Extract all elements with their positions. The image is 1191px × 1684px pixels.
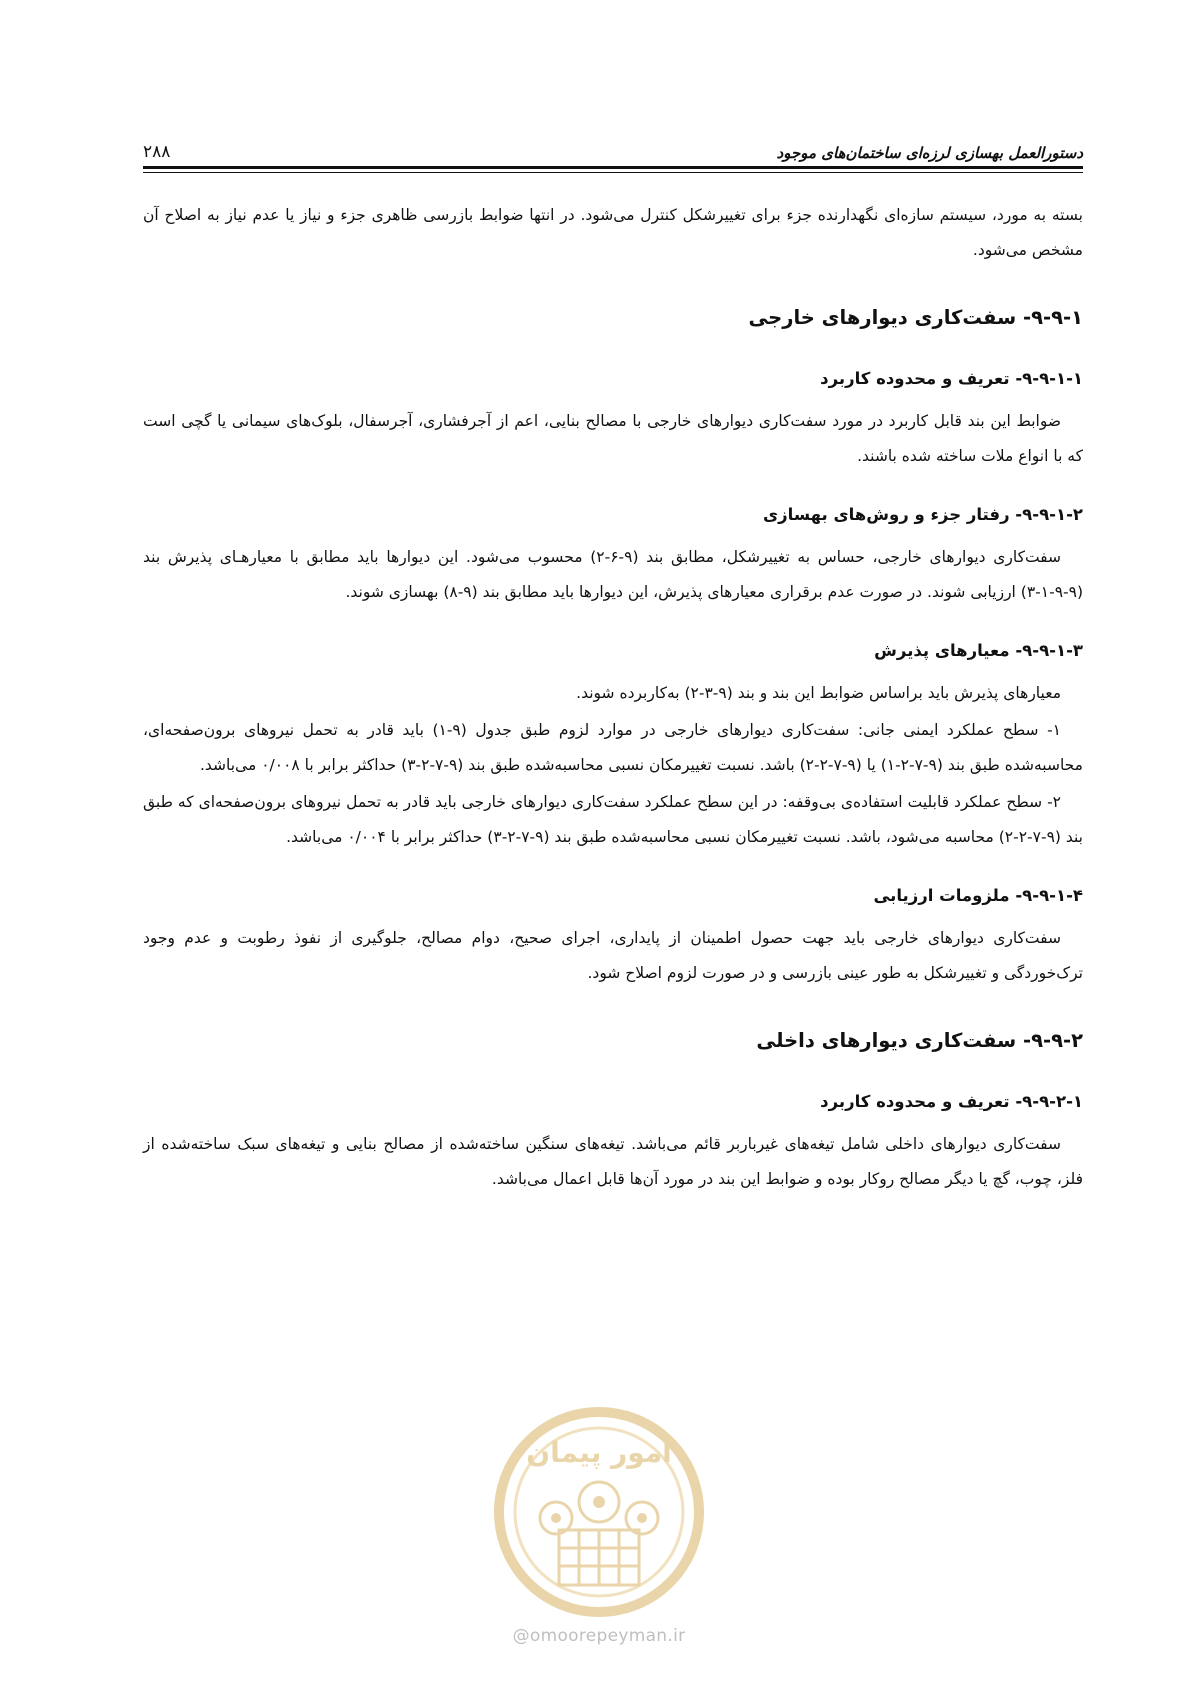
watermark-seal-icon — [484, 1400, 714, 1625]
paragraph-9-9-2-1: سفت‌کاری دیوارهای داخلی شامل تیغه‌های غیرباربر قائم می‌باشد. تیغه‌های سنگین ساخته‌شده از مصالح بنایی و تیغه‌های سبک ساخته‌شده از فلز، چوب، گچ یا دیگر مصالح روکار بوده و ضوابط این بند در مورد آن‌ها قابل اعمال می‌باشد. — [143, 1135, 1083, 1188]
paragraph-9-9-1-4: سفت‌کاری دیوارهای خارجی باید جهت حصول اطمینان از پایداری، اجرای صحیح، دوام مصالح، جلوگیری از نفوذ رطوبت و عدم وجود ترک‌خوردگی و تغییرشکل به طور عینی بازرسی و در صورت لزوم اصلاح شود. — [143, 929, 1083, 982]
page-header — [143, 128, 1083, 168]
paragraph-intro: بسته به مورد، سیستم سازه‌ای نگهدارنده جزء برای تغییرشکل کنترل می‌شود. در انتها ضوابط بازرسی ظاهری جزء و نیاز یا عدم نیاز به اصلاح آن مشخص می‌شود. — [143, 206, 1083, 259]
paragraph-9-9-1-3-b: ۱- سطح عملکرد ایمنی جانی: سفت‌کاری دیوارهای خارجی در موارد لزوم طبق جدول (۹-۱) باید قادر به تحمل نیروهای برون‌صفحه‌ای، محاسبه‌شده طبق بند (۹-۷-۲-۱) یا (۹-۷-۲-۲) باشد. نسبت تغییرمکان نسبی محاسبه‌شده طبق بند (۹-۷-۲-۳) حداکثر برابر با ۰/۰۰۸ می‌باشد. — [143, 721, 1083, 774]
subsection-heading-9-9-1-4: ۹-۹-۱-۴- ملزومات ارزیابی — [873, 886, 1083, 905]
header-rule-thin — [143, 172, 1083, 173]
subsection-heading-9-9-1-3: ۹-۹-۱-۳- معیارهای پذیرش — [874, 641, 1083, 660]
paragraph-9-9-1-2: سفت‌کاری دیوارهای خارجی، حساس به تغییرشکل، مطابق بند (۹-۶-۲) محسوب می‌شود. این دیوارها باید مطابق با معیارهـای پذیرش بند (۹-۹-۱-۳) ارزیابی شوند. در صورت عدم برقراری معیارهای پذیرش، این دیوارها باید مطابق بند (۹-۸) بهسازی شوند. — [143, 548, 1083, 601]
subsection-heading-9-9-1-2: ۹-۹-۱-۲- رفتار جزء و روش‌های بهسازی — [763, 505, 1083, 524]
running-title: دستورالعمل بهسازی لرزه‌ای ساختمان‌های موجود — [776, 144, 1083, 162]
watermark-logo — [484, 1400, 714, 1650]
paragraph-9-9-1-3-a: معیارهای پذیرش باید براساس ضوابط این بند و بند (۹-۳-۲) به‌کاربرده شوند. — [576, 684, 1061, 702]
header-rule-thick — [143, 166, 1083, 169]
page-body — [143, 198, 1083, 1197]
watermark-url: @omoorepeyman.ir — [512, 1626, 686, 1646]
paragraph-9-9-1-1: ضوابط این بند قابل کاربرد در مورد سفت‌کاری دیوارهای خارجی با مصالح بنایی، اعم از آجرفشاری، آجرسفال، بلوک‌های سیمانی یا گچی است که با انواع ملات ساخته شده باشند. — [143, 412, 1083, 465]
page-number: ۲۸۸ — [143, 142, 171, 162]
subsection-heading-9-9-1-1: ۹-۹-۱-۱- تعریف و محدوده کاربرد — [820, 369, 1083, 388]
subsection-heading-9-9-2-1: ۹-۹-۲-۱- تعریف و محدوده کاربرد — [820, 1092, 1083, 1111]
section-heading-9-9-2: ۹-۹-۲- سفت‌کاری دیوارهای داخلی — [756, 1029, 1083, 1052]
watermark-logo-text: امور پیمان — [526, 1436, 672, 1469]
paragraph-9-9-1-3-c: ۲- سطح عملکرد قابلیت استفاده‌ی بی‌وقفه: در این سطح عملکرد سفت‌کاری دیوارهای خارجی باید قادر به تحمل نیروهای برون‌صفحه‌ای که طبق بند (۹-۷-۲-۲) محاسبه می‌شود، باشد. نسبت تغییرمکان نسبی محاسبه‌شده طبق بند (۹-۷-۲-۳) حداکثر برابر با ۰/۰۰۴ می‌باشد. — [143, 793, 1083, 846]
section-heading-9-9-1: ۹-۹-۱- سفت‌کاری دیوارهای خارجی — [748, 306, 1083, 329]
